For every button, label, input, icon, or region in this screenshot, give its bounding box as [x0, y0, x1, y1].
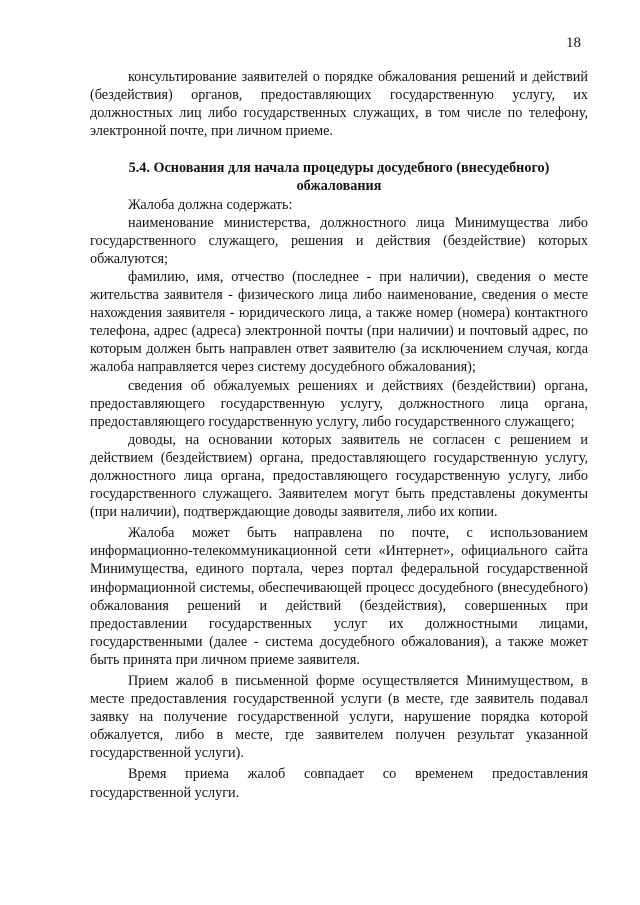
paragraph-appealed-decisions: сведения об обжалуемых решениях и действиях (бездействии) органа, предоставляющего государственную услугу, должностного лица органа, предоставляющего государственную услугу, либо государственного служащего; — [90, 377, 588, 430]
intro-paragraph: консультирование заявителей о порядке обжалования решений и действий (бездействия) органов, предоставляющих государственную услугу, их должностных лиц либо государственных служащих, в том числе по телефону, электронной почте, при личном приеме. — [90, 69, 588, 140]
paragraph-submission-channels: Жалоба может быть направлена по почте, с использованием информационно-телекоммуникационной сети «Интернет», официального сайта Минимущества, единого портала, через портал федеральной государственной информационной системы, обеспечивающей процесс досудебного (внесудебного) обжалования решений и действий (бездействия), совершенных при предоставлении государственных услуг их должностными лицами, государственными (далее - система досудебного обжалования), а также может быть принята при личном приеме заявителя. — [90, 525, 588, 668]
page-number: 18 — [566, 35, 581, 51]
paragraph-applicant-details: фамилию, имя, отчество (последнее - при наличии), сведения о месте жительства заявителя - физического лица либо наименование, сведения о месте нахождения заявителя - юридического лица, а также номер (номера) контактного телефона, адрес (адреса) электронной почты (при наличии) и почтовый адрес, по которым должен быть направлен ответ заявителю (за исключением случая, когда жалоба направляется через систему досудебного обжалования); — [90, 268, 588, 376]
section-heading: 5.4. Основания для начала процедуры досудебного (внесудебного) обжалования — [128, 160, 550, 195]
document-body — [90, 68, 588, 802]
paragraph-written-reception: Прием жалоб в письменной форме осуществляется Минимуществом, в месте предоставления государственной услуги (в месте, где заявитель подавал заявку на получение государственной услуги, нарушение порядка которой обжалуется, либо в месте, где заявителем получен результат указанной государственной услуги). — [90, 673, 588, 762]
paragraph-complaint-content: Жалоба должна содержать: — [128, 196, 293, 213]
paragraph-reception-time: Время приема жалоб совпадает со временем предоставления государственной услуги. — [90, 766, 588, 801]
paragraph-arguments: доводы, на основании которых заявитель не согласен с решением и действием (бездействием) органа, предоставляющего государственную услугу, должностного лица органа, предоставляющего государственную услугу, либо государственного служащего. Заявителем могут быть представлены документы (при наличии), подтверждающие доводы заявителя, либо их копии. — [90, 431, 588, 521]
paragraph-ministry-name: наименование министерства, должностного лица Минимущества либо государственного служащего, решения и действия (бездействие) которых обжалуются; — [90, 214, 588, 267]
